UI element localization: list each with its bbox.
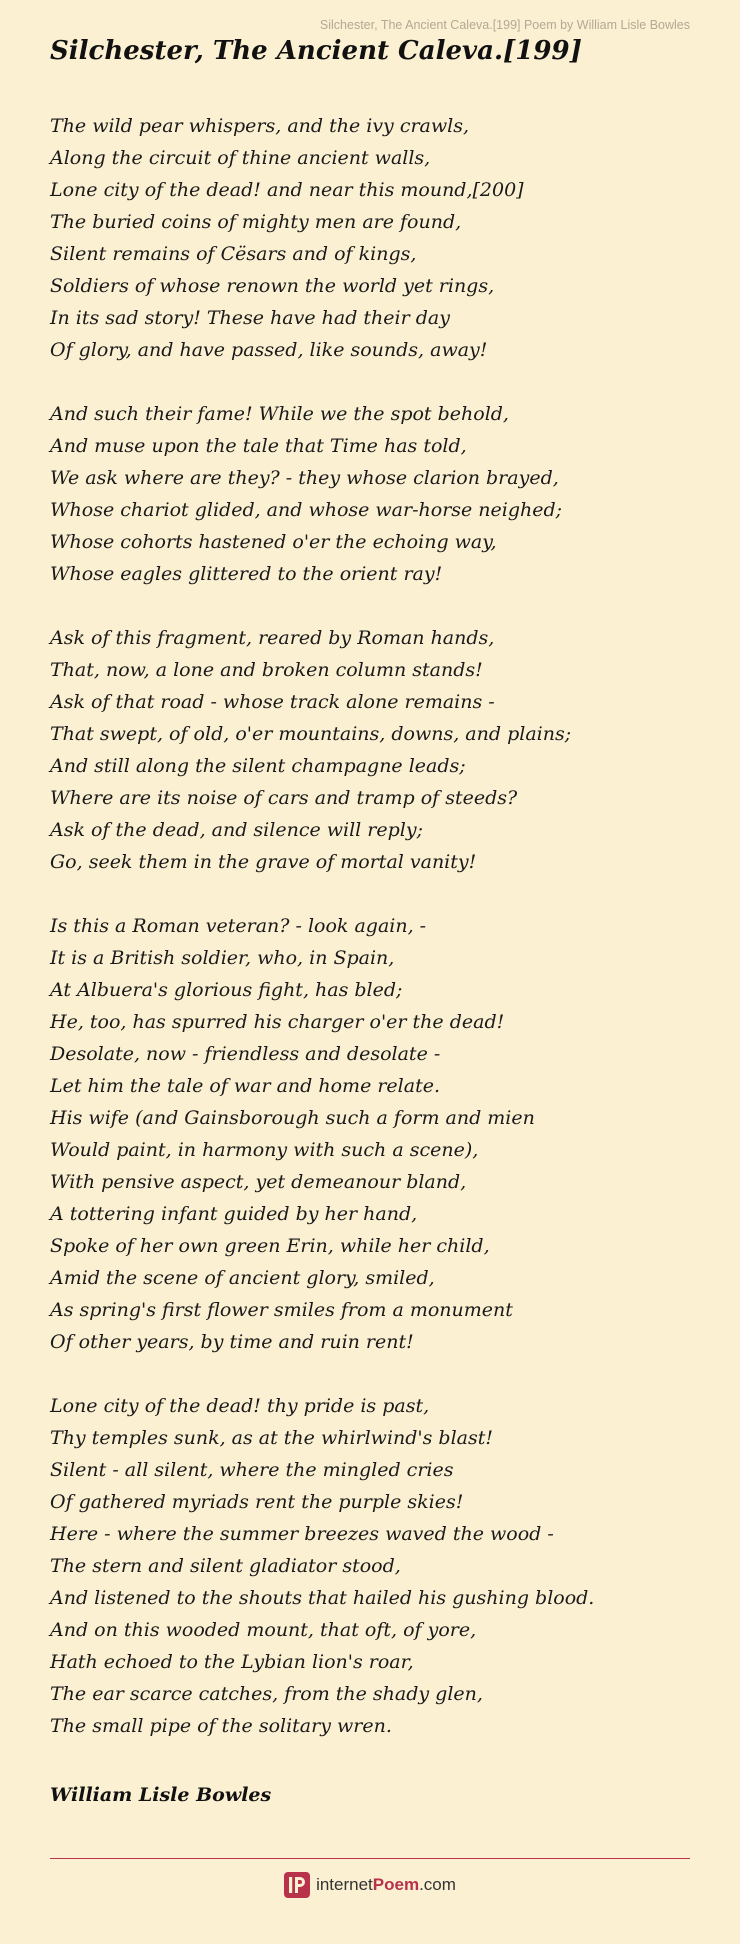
poem-title: Silchester, The Ancient Caleva.[199] bbox=[50, 36, 582, 66]
poem-line: Along the circuit of thine ancient walls, bbox=[50, 147, 431, 169]
internetpoem-logo-icon bbox=[284, 1872, 310, 1898]
poem-line: Thy temples sunk, as at the whirlwind's blast! bbox=[50, 1427, 494, 1449]
poem-line: Hath echoed to the Lybian lion's roar, bbox=[50, 1651, 414, 1673]
poem-line: The small pipe of the solitary wren. bbox=[50, 1715, 392, 1737]
poem-line: His wife (and Gainsborough such a form and mien bbox=[50, 1107, 535, 1129]
poem-line: Whose eagles glittered to the orient ray! bbox=[50, 563, 443, 585]
stanza bbox=[50, 110, 710, 366]
poem-line: The stern and silent gladiator stood, bbox=[50, 1555, 401, 1577]
poem-author[interactable]: William Lisle Bowles bbox=[50, 1784, 272, 1806]
poem-line: Silent remains of Cësars and of kings, bbox=[50, 243, 417, 265]
poem-line: Go, seek them in the grave of mortal vanity! bbox=[50, 851, 477, 873]
stanza bbox=[50, 910, 710, 1358]
poem-line: In its sad story! These have had their day bbox=[50, 307, 450, 329]
poem-line: And still along the silent champagne leads; bbox=[50, 755, 466, 777]
poem-line: Would paint, in harmony with such a scene), bbox=[50, 1139, 479, 1161]
poem-line: Lone city of the dead! and near this mound,[200] bbox=[50, 179, 524, 201]
footer-brand[interactable] bbox=[0, 1868, 740, 1902]
poem-line: Amid the scene of ancient glory, smiled, bbox=[50, 1267, 435, 1289]
poem-line: And such their fame! While we the spot behold, bbox=[50, 403, 509, 425]
poem-line: Whose chariot glided, and whose war-horse neighed; bbox=[50, 499, 563, 521]
poem-line: That swept, of old, o'er mountains, downs, and plains; bbox=[50, 723, 572, 745]
poem-line: Of other years, by time and ruin rent! bbox=[50, 1331, 414, 1353]
poem-line: Whose cohorts hastened o'er the echoing way, bbox=[50, 531, 497, 553]
poem-line: Desolate, now - friendless and desolate - bbox=[50, 1043, 441, 1065]
header-note: Silchester, The Ancient Caleva.[199] Poem by William Lisle Bowles bbox=[319, 18, 690, 32]
poem-line: He, too, has spurred his charger o'er the dead! bbox=[50, 1011, 505, 1033]
poem-line: As spring's first flower smiles from a monument bbox=[50, 1299, 513, 1321]
poem-line: The buried coins of mighty men are found, bbox=[50, 211, 462, 233]
poem-line: Let him the tale of war and home relate. bbox=[50, 1075, 441, 1097]
poem-line: Of gathered myriads rent the purple skies! bbox=[50, 1491, 464, 1513]
poem-line: Of glory, and have passed, like sounds, away! bbox=[50, 339, 488, 361]
poem-line: Where are its noise of cars and tramp of steeds? bbox=[50, 787, 518, 809]
poem-line: And on this wooded mount, that oft, of yore, bbox=[50, 1619, 477, 1641]
poem-line: A tottering infant guided by her hand, bbox=[50, 1203, 418, 1225]
poem-line: Silent - all silent, where the mingled cries bbox=[50, 1459, 454, 1481]
brand-part-poem: Poem bbox=[372, 1875, 420, 1894]
poem-line: That, now, a lone and broken column stands! bbox=[50, 659, 483, 681]
poem-line: It is a British soldier, who, in Spain, bbox=[50, 947, 395, 969]
poem-line: The ear scarce catches, from the shady glen, bbox=[50, 1683, 483, 1705]
poem-line: Lone city of the dead! thy pride is past, bbox=[50, 1395, 430, 1417]
stanza bbox=[50, 622, 710, 878]
footer-divider bbox=[50, 1858, 690, 1859]
poem-line: The wild pear whispers, and the ivy crawls, bbox=[50, 115, 470, 137]
poem-line: Ask of this fragment, reared by Roman hands, bbox=[50, 627, 495, 649]
poem-line: Spoke of her own green Erin, while her child, bbox=[50, 1235, 490, 1257]
poem-line: Ask of the dead, and silence will reply; bbox=[50, 819, 423, 841]
poem-line: Soldiers of whose renown the world yet rings, bbox=[50, 275, 495, 297]
stanza bbox=[50, 398, 710, 590]
poem-line: With pensive aspect, yet demeanour bland, bbox=[50, 1171, 467, 1193]
poem-body bbox=[50, 110, 710, 1774]
stanza bbox=[50, 1390, 710, 1742]
brand-part-com: .com bbox=[419, 1875, 456, 1894]
brand-name bbox=[316, 1875, 456, 1895]
poem-line: We ask where are they? - they whose clarion brayed, bbox=[50, 467, 559, 489]
poem-line: And listened to the shouts that hailed his gushing blood. bbox=[50, 1587, 595, 1609]
poem-line: And muse upon the tale that Time has told, bbox=[50, 435, 467, 457]
poem-line: At Albuera's glorious fight, has bled; bbox=[50, 979, 403, 1001]
poem-line: Here - where the summer breezes waved the wood - bbox=[50, 1523, 554, 1545]
poem-line: Is this a Roman veteran? - look again, - bbox=[50, 915, 427, 937]
brand-part-internet: internet bbox=[316, 1875, 373, 1894]
poem-line: Ask of that road - whose track alone remains - bbox=[50, 691, 495, 713]
